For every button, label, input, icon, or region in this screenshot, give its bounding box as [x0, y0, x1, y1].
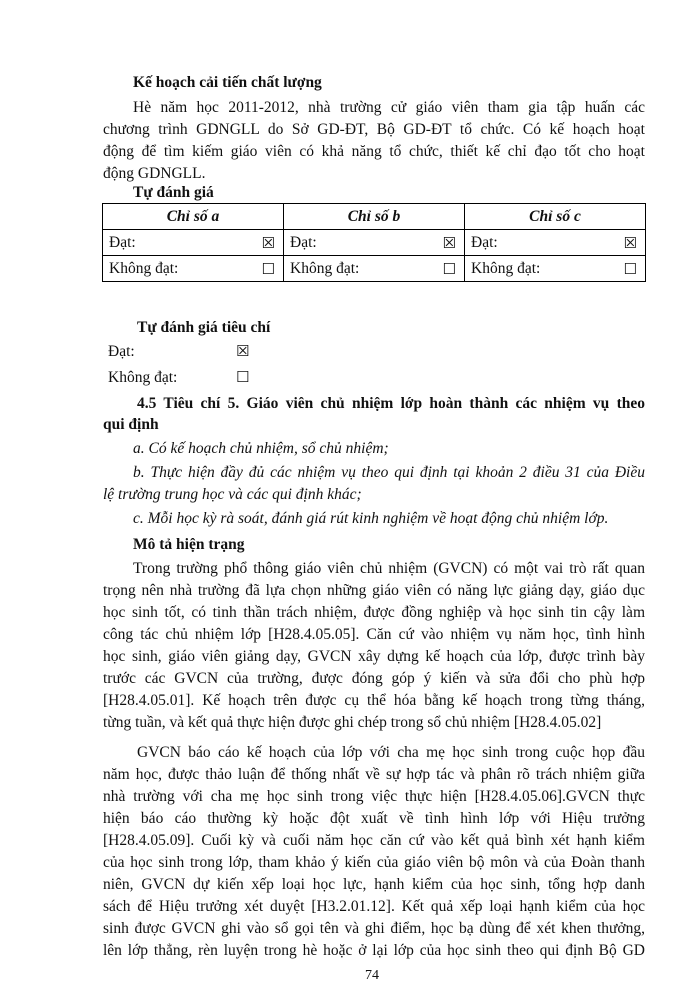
cell-pass-a	[103, 230, 284, 256]
paragraph-line: học sinh, giáo viên giảng dạy, GVCN xây dựng kế hoạch của lớp, được trình bày	[103, 648, 645, 665]
checked-box-icon[interactable]: ☒	[442, 233, 456, 252]
pass-label: Đạt:	[471, 233, 498, 251]
column-header-c: Chỉ số c	[465, 204, 646, 230]
column-header-b: Chỉ số b	[284, 204, 465, 230]
column-header-a: Chỉ số a	[103, 204, 284, 230]
criterion-pass-label: Đạt:	[108, 343, 135, 360]
paragraph-line: học sinh tốt, có tinh thần trách nhiệm, được đồng nghiệp và học sinh tin cậy làm	[103, 604, 645, 621]
paragraph-line: [H28.4.05.09]. Cuối kỳ và cuối năm học căn cứ vào kết quả bình xét hạnh kiểm	[103, 832, 645, 849]
paragraph-line: Hè năm học 2011-2012, nhà trường cử giáo viên tham gia tập huấn các	[133, 99, 645, 116]
paragraph-line: Trong trường phổ thông giáo viên chủ nhiệm (GVCN) có một vai trò rất quan	[133, 560, 645, 577]
paragraph-line: [H28.4.05.01]. Kế hoạch trên được cụ thể hóa bằng kế hoạch trong từng tháng,	[103, 692, 645, 709]
paragraph-line: năm học, được thảo luận để thống nhất về sự hợp tác và phân rõ trách nhiệm giữa	[103, 766, 645, 783]
paragraph-line: chương trình GDNGLL do Sở GD-ĐT, Bộ GD-ĐT tổ chức. Có kế hoạch hoạt	[103, 121, 645, 138]
criterion5-title-line2: qui định	[103, 416, 159, 433]
criterion5-item-b-line1: b. Thực hiện đầy đủ các nhiệm vụ theo qui định tại khoản 2 điều 31 của Điều	[133, 464, 645, 481]
unchecked-box-icon[interactable]: ☐	[236, 368, 250, 386]
page-number: 74	[365, 968, 379, 983]
cell-fail-a	[103, 256, 284, 282]
table-row-pass	[103, 230, 646, 256]
fail-label: Không đạt:	[471, 259, 541, 277]
checked-box-icon[interactable]: ☒	[623, 233, 637, 252]
pass-label: Đạt:	[290, 233, 317, 251]
current-state-heading: Mô tả hiện trạng	[133, 536, 245, 553]
fail-label: Không đạt:	[109, 259, 179, 277]
paragraph-line: hiện báo cáo thường kỳ hoặc đột xuất về tình hình lớp với Hiệu trưởng	[103, 810, 645, 827]
criterion5-item-b-line2: lệ trường trung học và các qui định khác;	[103, 486, 362, 503]
cell-fail-b	[284, 256, 465, 282]
paragraph-line: trước các GVCN của trường, được đóng góp ý kiến và sửa đổi cho phù hợp	[103, 670, 645, 687]
paragraph-line: từng tuần, và kết quả thực hiện được ghi chép trong sổ chủ nhiệm [H28.4.05.02]	[103, 714, 602, 731]
cell-pass-c	[465, 230, 646, 256]
fail-label: Không đạt:	[290, 259, 360, 277]
paragraph-line: của học sinh trong lớp, tham khảo ý kiến của giáo viên bộ môn và của Đoàn thanh	[103, 854, 645, 871]
unchecked-box-icon[interactable]: ☐	[623, 259, 637, 278]
paragraph-line: niên, GVCN dự kiến xếp loại học lực, hạnh kiểm của học sinh, tổng hợp danh	[103, 876, 645, 893]
paragraph-line: GVCN báo cáo kế hoạch của lớp với cha mẹ học sinh trong cuộc họp đầu	[137, 744, 645, 761]
self-eval-table	[102, 203, 646, 282]
paragraph-line: động để tìm kiếm giáo viên có khả năng tổ chức, thiết kế chỉ đạo tốt cho hoạt	[103, 143, 645, 160]
paragraph-line: sinh được GVCN ghi vào sổ gọi tên và ghi điểm, học bạ dùng để xét khen thưởng,	[103, 920, 645, 937]
criterion5-title-line1: 4.5 Tiêu chí 5. Giáo viên chủ nhiệm lớp hoàn thành các nhiệm vụ theo	[137, 395, 645, 412]
table-row-fail	[103, 256, 646, 282]
checked-box-icon[interactable]: ☒	[236, 342, 250, 360]
checked-box-icon[interactable]: ☒	[261, 233, 275, 252]
criterion5-item-a: a. Có kế hoạch chủ nhiệm, sổ chủ nhiệm;	[133, 440, 389, 457]
criterion5-item-c: c. Mỗi học kỳ rà soát, đánh giá rút kinh nghiệm về hoạt động chủ nhiệm lớp.	[133, 510, 609, 527]
pass-label: Đạt:	[109, 233, 136, 251]
paragraph-line: công tác chủ nhiệm lớp [H28.4.05.05]. Căn cứ vào nhiệm vụ năm học, tình hình	[103, 626, 645, 643]
section-heading-quality-plan: Kế hoạch cải tiến chất lượng	[133, 74, 322, 91]
paragraph-line: lên lớp thẳng, rèn luyện trong hè hoặc ở lại lớp của học sinh theo qui định Bộ GD	[103, 942, 645, 959]
paragraph-line: nhà trường với cha mẹ học sinh trong việc thực hiện [H28.4.05.06].GVCN thực	[103, 788, 645, 805]
table-header-row	[103, 204, 646, 230]
cell-pass-b	[284, 230, 465, 256]
paragraph-line: sách để Hiệu trưởng xét duyệt [H3.2.01.12]. Kết quả xếp loại hạnh kiểm của học	[103, 898, 645, 915]
paragraph-line: động GDNGLL.	[103, 165, 206, 182]
unchecked-box-icon[interactable]: ☐	[261, 259, 275, 278]
paragraph-line: trọng nên nhà trường đã lựa chọn những giáo viên có năng lực giảng dạy, giáo dục	[103, 582, 645, 599]
criterion-fail-label: Không đạt:	[108, 369, 178, 386]
criterion-eval-heading: Tự đánh giá tiêu chí	[137, 319, 271, 336]
unchecked-box-icon[interactable]: ☐	[442, 259, 456, 278]
cell-fail-c	[465, 256, 646, 282]
self-eval-heading: Tự đánh giá	[133, 184, 214, 201]
